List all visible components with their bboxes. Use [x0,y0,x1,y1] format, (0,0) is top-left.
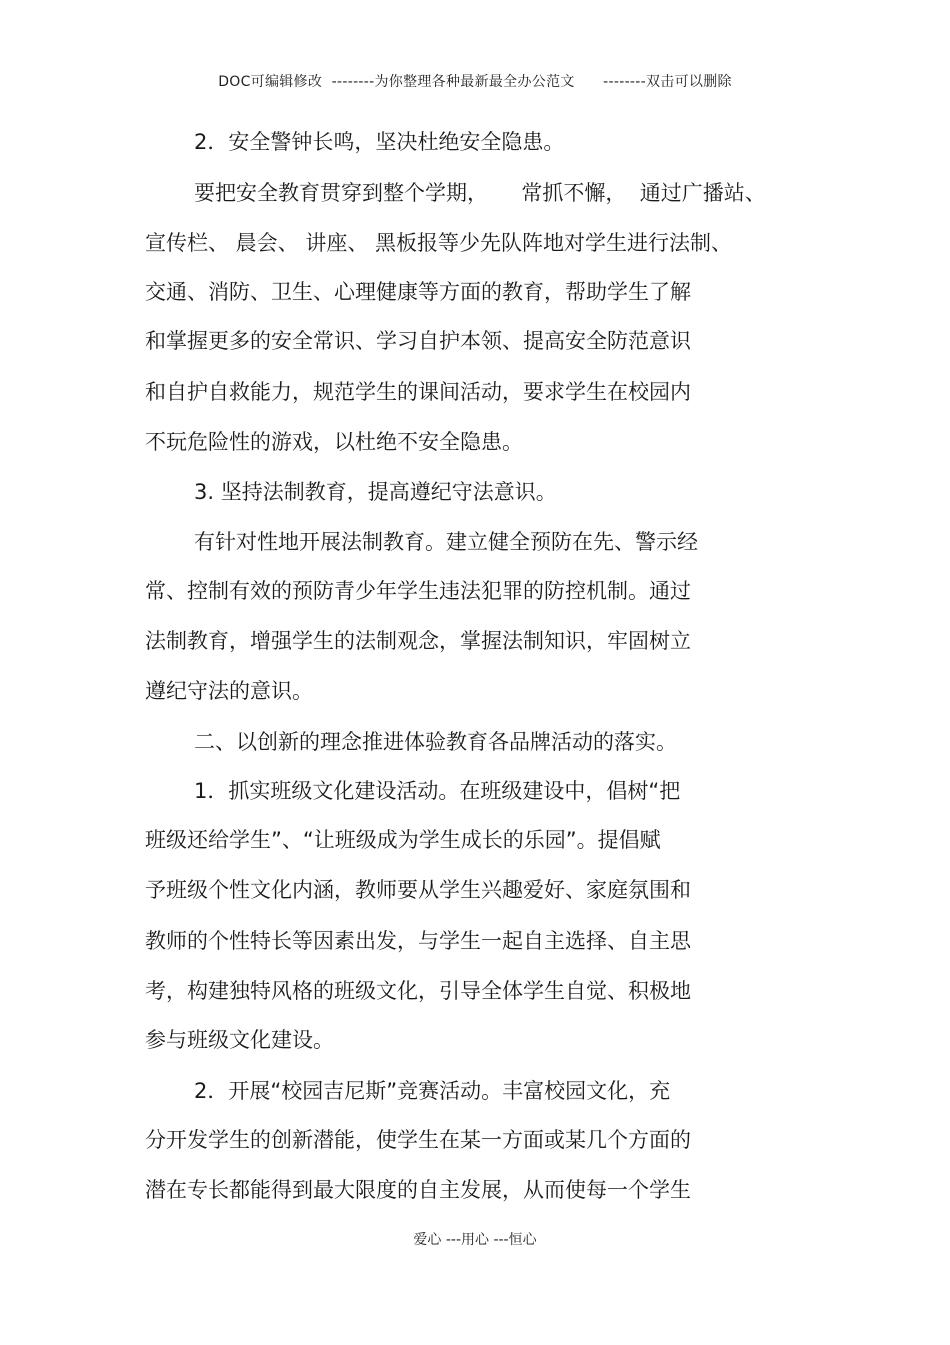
paragraph-line: 潜在专长都能得到最大限度的自主发展，从而使每一个学生 [145,1178,691,1202]
section-heading: 3. 坚持法制教育，提高遵纪守法意识。 [194,480,557,504]
paragraph-line: 有针对性地开展法制教育。建立健全预防在先、警示经 [194,530,698,554]
page-header: DOC可编辑修改 --------为你整理各种最新最全办公范文 --------双击可以删除 [218,74,732,90]
paragraph-line: 和自护自救能力，规范学生的课间活动，要求学生在校园内 [145,380,691,404]
paragraph-line: 宣传栏、 晨会、 讲座、 黑板报等少先队阵地对学生进行法制、 [145,231,733,255]
paragraph-line: 班级还给学生”、“让班级成为学生成长的乐园”。提倡赋 [145,828,661,852]
paragraph-line: 予班级个性文化内涵，教师要从学生兴趣爱好、家庭氛围和 [145,878,691,902]
paragraph-line: 遵纪守法的意识。 [145,679,313,703]
section-heading: 2．安全警钟长鸣，坚决杜绝安全隐患。 [194,130,565,154]
paragraph-line: 不玩危险性的游戏，以杜绝不安全隐患。 [145,430,523,454]
paragraph-line: 参与班级文化建设。 [145,1028,334,1052]
paragraph-line: 法制教育，增强学生的法制观念，掌握法制知识，牢固树立 [145,629,691,653]
paragraph-line: 教师的个性特长等因素出发，与学生一起自主选择、自主思 [145,929,691,953]
section-heading: 2．开展“校园吉尼斯”竞赛活动。丰富校园文化，充 [194,1079,671,1103]
section-heading: 1．抓实班级文化建设活动。在班级建设中，倡树“把 [194,779,681,803]
paragraph-line: 和掌握更多的安全常识、学习自护本领、提高安全防范意识 [145,329,691,353]
paragraph-line: 分开发学生的创新潜能，使学生在某一方面或某几个方面的 [145,1128,691,1152]
section-heading: 二、以创新的理念推进体验教育各品牌活动的落实。 [194,730,677,754]
page-footer: 爱心 ---用心 ---恒心 [413,1232,537,1248]
paragraph-line: 交通、消防、卫生、心理健康等方面的教育，帮助学生了解 [145,280,691,304]
paragraph-line: 常、控制有效的预防青少年学生违法犯罪的防控机制。通过 [145,579,691,603]
paragraph-line: 要把安全教育贯穿到整个学期， 常抓不懈， 通过广播站、 [194,181,766,205]
paragraph-line: 考，构建独特风格的班级文化，引导全体学生自觉、积极地 [145,979,691,1003]
